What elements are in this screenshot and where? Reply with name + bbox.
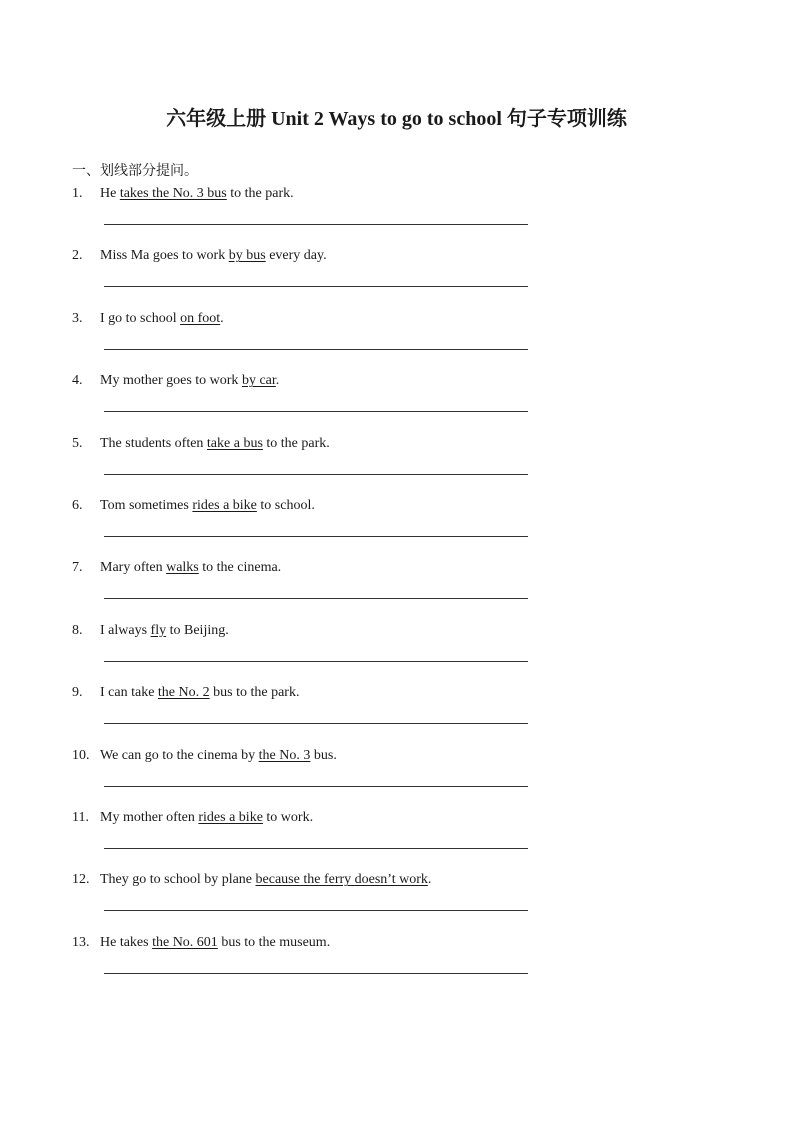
underlined-phrase: rides a bike (198, 810, 263, 825)
answer-line[interactable] (104, 910, 528, 911)
underlined-phrase: the No. 2 (157, 685, 210, 701)
question-number: 4. (72, 373, 83, 389)
underlined-phrase: on foot (180, 310, 221, 326)
sentence-text: to work. (262, 810, 314, 825)
question-item (72, 436, 532, 496)
answer-line[interactable] (104, 786, 528, 787)
answer-line[interactable] (104, 848, 528, 849)
sentence-text: . (220, 310, 224, 326)
question-item (72, 748, 532, 808)
question-number: 13. (72, 934, 90, 950)
sentence-text: every day. (265, 248, 327, 264)
question-sentence (100, 872, 431, 888)
question-sentence (100, 748, 337, 764)
question-number: 12. (72, 872, 90, 888)
question-number: 2. (72, 248, 83, 264)
answer-line[interactable] (104, 474, 528, 475)
question-item (72, 186, 532, 246)
answer-line[interactable] (104, 536, 528, 537)
question-item (72, 560, 532, 620)
question-number: 10. (72, 747, 90, 763)
question-sentence (100, 311, 224, 327)
question-sentence (100, 498, 315, 514)
sentence-text: . (427, 872, 432, 888)
page-title: 六年级上册 Unit 2 Ways to go to school 句子专项训练 (166, 108, 627, 130)
sentence-text: My mother often (100, 810, 199, 825)
question-sentence (100, 436, 330, 452)
answer-line[interactable] (104, 598, 528, 599)
question-number: 8. (72, 622, 83, 638)
underlined-phrase: because the ferry doesn’t work (255, 872, 428, 888)
sentence-text: They go to school by plane (100, 872, 256, 888)
question-item (72, 373, 532, 433)
answer-line[interactable] (104, 661, 528, 662)
question-number: 9. (72, 685, 83, 701)
underlined-phrase: by bus (228, 248, 266, 264)
answer-line[interactable] (104, 411, 528, 412)
answer-line[interactable] (104, 286, 528, 287)
underlined-phrase: take a bus (206, 435, 263, 451)
sentence-text: to the cinema. (198, 560, 282, 576)
sentence-text: We can go to the cinema by (100, 747, 259, 763)
sentence-text: I can take (100, 685, 158, 701)
answer-line[interactable] (104, 723, 528, 724)
sentence-text: bus to the park. (209, 685, 300, 701)
question-number: 11. (72, 810, 89, 825)
section-heading: 一、划线部分提问。 (72, 163, 198, 179)
question-item (72, 311, 532, 371)
underlined-phrase: by car (241, 373, 276, 389)
sentence-text: The students often (100, 435, 207, 451)
question-item (72, 623, 532, 683)
question-sentence (100, 810, 313, 826)
question-sentence (100, 623, 229, 639)
question-sentence (100, 685, 299, 701)
question-sentence (100, 935, 330, 951)
question-item (72, 685, 532, 745)
sentence-text: I always (100, 622, 151, 638)
sentence-text: Miss Ma goes to work (100, 248, 229, 264)
question-number: 5. (72, 435, 83, 451)
underlined-phrase: walks (166, 560, 199, 576)
sentence-text: Tom sometimes (100, 498, 193, 513)
answer-line[interactable] (104, 973, 528, 974)
answer-line[interactable] (104, 349, 528, 350)
sentence-text: bus to the museum. (217, 934, 331, 950)
question-item (72, 498, 532, 558)
question-number: 7. (72, 560, 83, 576)
question-item (72, 810, 532, 870)
sentence-text: to the park. (262, 435, 330, 451)
sentence-text: He (100, 186, 120, 201)
question-number: 1. (72, 186, 83, 201)
sentence-text: bus. (310, 747, 337, 763)
question-number: 3. (72, 310, 83, 326)
answer-line[interactable] (104, 224, 528, 225)
sentence-text: to Beijing. (166, 622, 229, 638)
sentence-text: I go to school (100, 310, 181, 326)
sentence-text: . (275, 373, 280, 389)
question-sentence (100, 186, 294, 202)
question-sentence (100, 560, 281, 576)
underlined-phrase: the No. 3 (258, 747, 311, 763)
sentence-text: Mary often (100, 560, 167, 576)
question-number: 6. (72, 498, 83, 513)
sentence-text: He takes (100, 934, 153, 950)
question-sentence (100, 373, 279, 389)
sentence-text: to the park. (226, 186, 294, 201)
underlined-phrase: the No. 601 (152, 934, 218, 950)
question-item (72, 935, 532, 995)
sentence-text: My mother goes to work (100, 373, 242, 389)
sentence-text: to school. (256, 498, 315, 513)
underlined-phrase: takes the No. 3 bus (119, 186, 227, 201)
question-item (72, 872, 532, 932)
underlined-phrase: rides a bike (192, 498, 257, 513)
question-item (72, 248, 532, 308)
question-sentence (100, 248, 327, 264)
underlined-phrase: fly (150, 622, 167, 638)
